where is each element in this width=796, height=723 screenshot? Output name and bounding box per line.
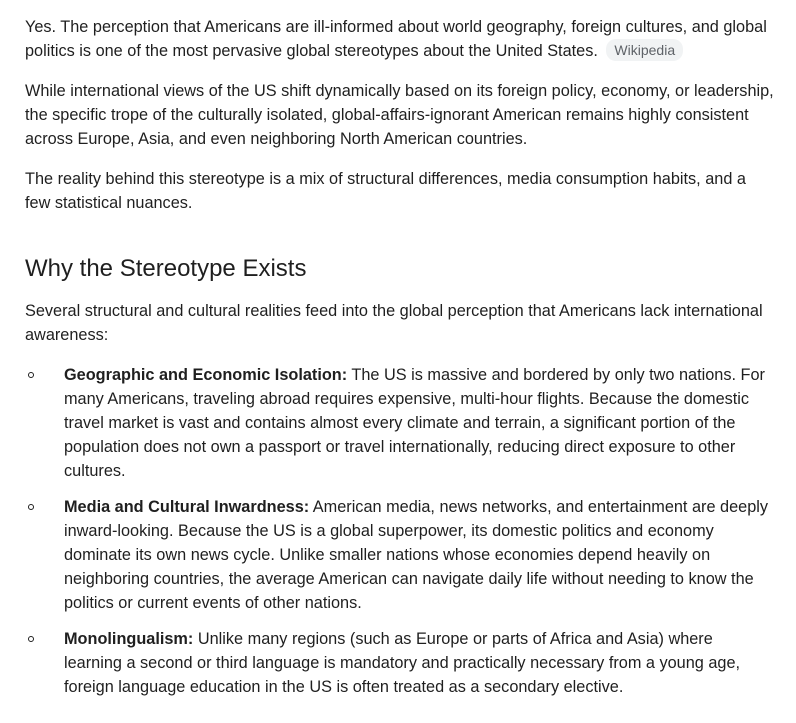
source-chip-wikipedia[interactable]: Wikipedia — [606, 39, 683, 61]
list-item-title: Monolingualism: — [64, 630, 194, 648]
list-item-title: Geographic and Economic Isolation: — [64, 366, 348, 384]
intro-paragraph-3: The reality behind this stereotype is a mix of structural differences, media consumption habits, and a few statistical nuances. — [25, 170, 746, 212]
list-item-title: Media and Cultural Inwardness: — [64, 498, 310, 516]
intro-paragraph-2: While international views of the US shift dynamically based on its foreign policy, economy, or leadership, the specific trope of the culturally isolated, global-affairs-ignorant American remains highly consistent across Europe, Asia, and even neighboring North American countries. — [25, 82, 774, 148]
hollow-bullet-icon — [28, 636, 34, 642]
list-item-text: American media, news networks, and entertainment are deeply inward-looking. Because the US is a global superpower, its domestic politics and economy dominate its own news cycle. Unlike smaller nations whose economies depend heavily on neighboring countries, the average American can navigate daily life without needing to know the politics or current events of other nations. — [64, 498, 769, 612]
hollow-bullet-icon — [28, 372, 34, 378]
reasons-list — [25, 363, 775, 699]
list-item — [25, 363, 775, 483]
hollow-bullet-icon — [28, 504, 34, 510]
list-item — [25, 495, 775, 615]
list-item — [25, 627, 775, 699]
intro-paragraph-1-text: Yes. The perception that Americans are ill-informed about world geography, foreign cultures, and global politics is one of the most pervasive global stereotypes about the United States. — [25, 18, 767, 60]
response-content — [25, 15, 775, 711]
section-heading: Why the Stereotype Exists — [25, 255, 307, 282]
list-item-text: The US is massive and bordered by only two nations. For many Americans, traveling abroad requires expensive, multi-hour flights. Because the domestic travel market is vast and contains almost every climate and terrain, a significant portion of the population does not own a passport or travel internationally, reducing direct exposure to other cultures. — [64, 366, 765, 480]
intro-paragraph-1 — [25, 15, 775, 63]
section-intro: Several structural and cultural realities feed into the global perception that Americans lack international awareness: — [25, 302, 763, 344]
list-item-text: Unlike many regions (such as Europe or parts of Africa and Asia) where learning a second or third language is mandatory and practically necessary from a young age, foreign language education in the US is often treated as a secondary elective. — [64, 630, 741, 696]
